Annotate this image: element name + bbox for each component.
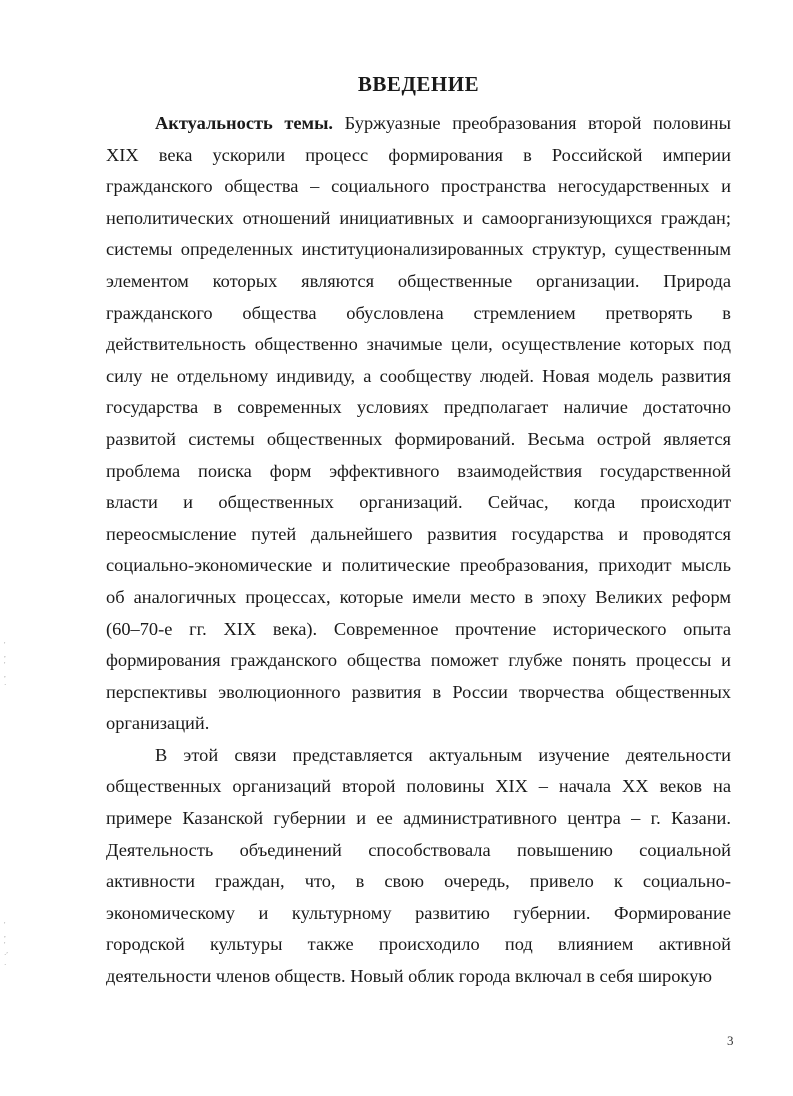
text-line: гражданского общества – социального пространства негосударственных и xyxy=(106,176,731,197)
text-line: активности граждан, что, в свою очередь, привело к социально- xyxy=(106,871,731,892)
page-number: 3 xyxy=(727,1033,734,1048)
text-line: системы определенных институционализированных структур, существенным xyxy=(106,239,731,260)
page-title: ВВЕДЕНИЕ xyxy=(357,72,480,96)
text-line: переосмысление путей дальнейшего развития государства и проводятся xyxy=(106,523,731,544)
text-line: общественных организаций второй половины XIX – начала XX веков на xyxy=(106,776,731,797)
scan-artifact-marks: ′ , ′ ·′ · xyxy=(4,921,8,969)
scan-artifact-marks: ′ , ′ , · xyxy=(4,641,7,689)
text-line: экономическому и культурному развитию губернии. Формирование xyxy=(106,902,731,923)
text-line: Актуальность темы. Буржуазные преобразования второй половины xyxy=(155,113,731,133)
text-line: деятельности членов обществ. Новый облик города включал в себя широкую xyxy=(106,966,713,987)
text-line: об аналогичных процессах, которые имели место в эпоху Великих реформ xyxy=(106,586,731,607)
text-line: элементом которых являются общественные организации. Природа xyxy=(106,270,731,291)
text-line: формирования гражданского общества поможет глубже понять процессы и xyxy=(106,650,731,671)
paragraph-relevance xyxy=(106,108,731,740)
text-line: перспективы эволюционного развития в России творчества общественных xyxy=(106,681,731,702)
document-body xyxy=(106,108,731,993)
text-line: действительность общественно значимые цели, осуществление которых под xyxy=(106,334,731,355)
text-line: организаций. xyxy=(106,713,210,734)
text-line: Деятельность объединений способствовала повышению социальной xyxy=(106,839,731,860)
text-line: социально-экономические и политические преобразования, приходит мысль xyxy=(106,555,731,576)
text-line: силу не отдельному индивиду, а сообществу людей. Новая модель развития xyxy=(106,365,731,386)
text-line: (60–70-е гг. XIX века). Современное прочтение исторического опыта xyxy=(106,618,731,639)
text-line: XIX века ускорили процесс формирования в Российской империи xyxy=(106,144,731,165)
text-line: государства в современных условиях предполагает наличие достаточно xyxy=(106,397,731,418)
text-line: примере Казанской губернии и ее административного центра – г. Казани. xyxy=(106,808,731,829)
lead-phrase: Актуальность темы. xyxy=(155,113,334,133)
paragraph-context xyxy=(106,740,731,993)
text-line: В этой связи представляется актуальным изучение деятельности xyxy=(155,744,731,765)
text-line: власти и общественных организаций. Сейчас, когда происходит xyxy=(106,492,731,513)
text-line: городской культуры также происходило под влиянием активной xyxy=(106,934,731,955)
text-line: развитой системы общественных формирований. Весьма острой является xyxy=(106,428,731,449)
text-line: неполитических отношений инициативных и самоорганизующихся граждан; xyxy=(106,207,731,228)
text-line: проблема поиска форм эффективного взаимодействия государственной xyxy=(106,460,731,481)
text-line: гражданского общества обусловлена стремлением претворять в xyxy=(106,302,731,323)
